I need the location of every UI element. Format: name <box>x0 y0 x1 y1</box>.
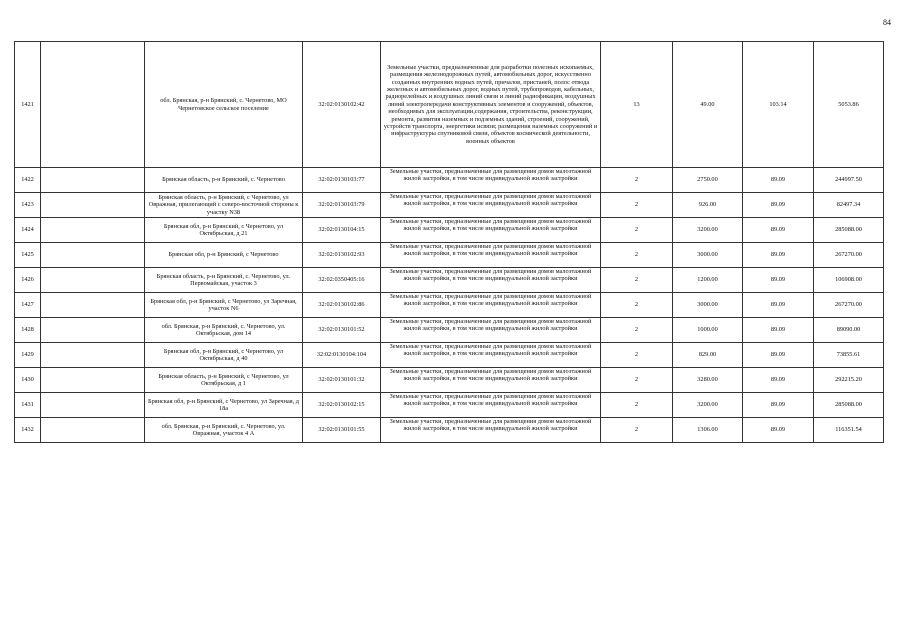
specific-value-cell: 89.09 <box>743 218 814 243</box>
area-cell: 3000.00 <box>673 243 743 268</box>
cadastral-number-cell: 32:02:0130102:15 <box>303 393 381 418</box>
land-use-purpose-cell: Земельные участки, предназначенные для размещения домов малоэтажной жилой застройки, в том числе индивидуальной жилой застройки <box>381 418 601 443</box>
specific-value-cell: 89.09 <box>743 318 814 343</box>
specific-value-cell: 89.09 <box>743 168 814 193</box>
address-cell: Брянская область, р-н Брянский, с. Чернетово <box>145 168 303 193</box>
area-cell: 3200.00 <box>673 218 743 243</box>
table-row <box>15 243 884 268</box>
land-use-purpose-cell: Земельные участки, предназначенные для размещения домов малоэтажной жилой застройки, в том числе индивидуальной жилой застройки <box>381 343 601 368</box>
area-cell: 1200.00 <box>673 268 743 293</box>
address-cell: Брянская обл, р-н Брянский, с Чернетово, ул Заречная, д 18а <box>145 393 303 418</box>
cadastral-value-cell: 89090.00 <box>814 318 884 343</box>
address-cell: Брянская обл, р-н Брянский, с Чернетово, ул Октябрьская, д 21 <box>145 218 303 243</box>
row-number-cell: 1424 <box>15 218 41 243</box>
cadastral-value-cell: 106908.00 <box>814 268 884 293</box>
group-cell: 2 <box>601 218 673 243</box>
group-cell: 2 <box>601 168 673 193</box>
cadastral-number-cell: 32:02:0130102:93 <box>303 243 381 268</box>
land-use-purpose-cell: Земельные участки, предназначенные для размещения домов малоэтажной жилой застройки, в том числе индивидуальной жилой застройки <box>381 268 601 293</box>
specific-value-cell: 89.09 <box>743 343 814 368</box>
group-cell: 2 <box>601 393 673 418</box>
area-cell: 926.00 <box>673 193 743 218</box>
row-number-cell: 1431 <box>15 393 41 418</box>
group-cell: 2 <box>601 268 673 293</box>
table-row <box>15 168 884 193</box>
cadastral-value-cell: 5053.86 <box>814 42 884 168</box>
land-registry-table <box>14 41 884 443</box>
cadastral-value-cell: 292215.20 <box>814 368 884 393</box>
specific-value-cell: 89.09 <box>743 243 814 268</box>
row-number-cell: 1426 <box>15 268 41 293</box>
empty-cell <box>41 168 145 193</box>
cadastral-value-cell: 116351.54 <box>814 418 884 443</box>
cadastral-number-cell: 32:02:0130101:55 <box>303 418 381 443</box>
land-use-purpose-cell: Земельные участки, предназначенные для размещения домов малоэтажной жилой застройки, в том числе индивидуальной жилой застройки <box>381 393 601 418</box>
land-use-purpose-cell: Земельные участки, предназначенные для размещения домов малоэтажной жилой застройки, в том числе индивидуальной жилой застройки <box>381 218 601 243</box>
specific-value-cell: 89.09 <box>743 193 814 218</box>
table-row <box>15 218 884 243</box>
cadastral-value-cell: 285088.00 <box>814 218 884 243</box>
cadastral-number-cell: 32:02:0130104:15 <box>303 218 381 243</box>
table-row <box>15 418 884 443</box>
row-number-cell: 1421 <box>15 42 41 168</box>
specific-value-cell: 89.09 <box>743 293 814 318</box>
empty-cell <box>41 42 145 168</box>
area-cell: 1306.00 <box>673 418 743 443</box>
empty-cell <box>41 293 145 318</box>
address-cell: обл. Брянская, р-н Брянский, с. Чернетово, ул. Октябрьская, дом 14 <box>145 318 303 343</box>
empty-cell <box>41 343 145 368</box>
row-number-cell: 1429 <box>15 343 41 368</box>
group-cell: 2 <box>601 368 673 393</box>
cadastral-value-cell: 73855.61 <box>814 343 884 368</box>
cadastral-value-cell: 82497.34 <box>814 193 884 218</box>
row-number-cell: 1427 <box>15 293 41 318</box>
table-row <box>15 343 884 368</box>
cadastral-value-cell: 267270.00 <box>814 293 884 318</box>
group-cell: 2 <box>601 243 673 268</box>
area-cell: 829.00 <box>673 343 743 368</box>
area-cell: 3200.00 <box>673 393 743 418</box>
area-cell: 3280.00 <box>673 368 743 393</box>
row-number-cell: 1423 <box>15 193 41 218</box>
empty-cell <box>41 318 145 343</box>
area-cell: 1000.00 <box>673 318 743 343</box>
table-row <box>15 293 884 318</box>
empty-cell <box>41 268 145 293</box>
area-cell: 2750.00 <box>673 168 743 193</box>
address-cell: Брянская обл, р-н Брянский, с Чернетово, ул Заречная, участок N6 <box>145 293 303 318</box>
table-row <box>15 318 884 343</box>
cadastral-number-cell: 32:02:0130102:86 <box>303 293 381 318</box>
land-use-purpose-cell: Земельные участки, предназначенные для размещения домов малоэтажной жилой застройки, в том числе индивидуальной жилой застройки <box>381 168 601 193</box>
address-cell: Брянская область, р-н Брянский, с Чернетово, ул Овражная, прилегающий с северо-восточной стороны к участку N38 <box>145 193 303 218</box>
land-use-purpose-cell: Земельные участки, предназначенные для размещения домов малоэтажной жилой застройки, в том числе индивидуальной жилой застройки <box>381 368 601 393</box>
page-number: 84 <box>883 18 891 27</box>
cadastral-number-cell: 32:02:0130102:42 <box>303 42 381 168</box>
address-cell: обл. Брянская, р-н Брянский, с. Чернетово, ул. Овражная, участок 4 А <box>145 418 303 443</box>
empty-cell <box>41 243 145 268</box>
row-number-cell: 1422 <box>15 168 41 193</box>
cadastral-number-cell: 32:02:0130101:32 <box>303 368 381 393</box>
cadastral-number-cell: 32:02:0350405:16 <box>303 268 381 293</box>
cadastral-number-cell: 32:02:0130101:52 <box>303 318 381 343</box>
row-number-cell: 1425 <box>15 243 41 268</box>
cadastral-number-cell: 32:02:0130103:77 <box>303 168 381 193</box>
table-row <box>15 268 884 293</box>
specific-value-cell: 89.09 <box>743 368 814 393</box>
cadastral-value-cell: 244997.50 <box>814 168 884 193</box>
address-cell: Брянская обл, р-н Брянский, с Чернетово, ул Октябрьская, д 40 <box>145 343 303 368</box>
empty-cell <box>41 393 145 418</box>
table-row <box>15 42 884 168</box>
specific-value-cell: 89.09 <box>743 418 814 443</box>
specific-value-cell: 89.09 <box>743 268 814 293</box>
row-number-cell: 1432 <box>15 418 41 443</box>
address-cell: Брянская обл, р-н Брянский, с Чернетово <box>145 243 303 268</box>
empty-cell <box>41 193 145 218</box>
group-cell: 2 <box>601 318 673 343</box>
address-cell: Брянская область, р-н Брянский, с Чернетово, ул Октябрьская, д 1 <box>145 368 303 393</box>
table-row <box>15 368 884 393</box>
row-number-cell: 1430 <box>15 368 41 393</box>
land-use-purpose-cell: Земельные участки, предназначенные для размещения домов малоэтажной жилой застройки, в том числе индивидуальной жилой застройки <box>381 293 601 318</box>
address-cell: Брянская область, р-н Брянский, с. Чернетово, ул. Первомайская, участок 3 <box>145 268 303 293</box>
empty-cell <box>41 368 145 393</box>
table-row <box>15 393 884 418</box>
table-body <box>15 42 884 443</box>
address-cell: обл. Брянская, р-н Брянский, с. Чернетово, МО Чернетовское сельское поселение <box>145 42 303 168</box>
cadastral-value-cell: 267270.00 <box>814 243 884 268</box>
group-cell: 2 <box>601 418 673 443</box>
row-number-cell: 1428 <box>15 318 41 343</box>
area-cell: 3000.00 <box>673 293 743 318</box>
specific-value-cell: 89.09 <box>743 393 814 418</box>
table-row <box>15 193 884 218</box>
cadastral-number-cell: 32:02:0130103:79 <box>303 193 381 218</box>
empty-cell <box>41 418 145 443</box>
cadastral-number-cell: 32:02:0130104:104 <box>303 343 381 368</box>
group-cell: 2 <box>601 343 673 368</box>
group-cell: 2 <box>601 293 673 318</box>
land-use-purpose-cell: Земельные участки, предназначенные для размещения домов малоэтажной жилой застройки, в том числе индивидуальной жилой застройки <box>381 243 601 268</box>
area-cell: 49.00 <box>673 42 743 168</box>
cadastral-value-cell: 285088.00 <box>814 393 884 418</box>
group-cell: 13 <box>601 42 673 168</box>
group-cell: 2 <box>601 193 673 218</box>
land-use-purpose-cell: Земельные участки, предназначенные для разработки полезных ископаемых, размещения железнодорожных путей, автомобильных дорог, искусственно созданных внутренних водных путей, причалов, пристаней, полос отвода железных и автомобильных дорог, водных путей, трубопроводов, кабельных, радиорелейных и воздушных линий связи и линий радиофикации, воздушных линий электропередачи конструктивных элементов и сооружений, объектов, необходимых для эксплуатации,содержания, строительства, реконструкции, ремонта, развития наземных и подземных зданий, строений, сооружений, устройств транспорта, энергетики исвязи; размещения наземных сооружений и инфраструктуры спутниковой связи, объектов космической деятельности, военных объектов <box>381 42 601 168</box>
land-use-purpose-cell: Земельные участки, предназначенные для размещения домов малоэтажной жилой застройки, в том числе индивидуальной жилой застройки <box>381 318 601 343</box>
specific-value-cell: 103.14 <box>743 42 814 168</box>
empty-cell <box>41 218 145 243</box>
land-use-purpose-cell: Земельные участки, предназначенные для размещения домов малоэтажной жилой застройки, в том числе индивидуальной жилой застройки <box>381 193 601 218</box>
